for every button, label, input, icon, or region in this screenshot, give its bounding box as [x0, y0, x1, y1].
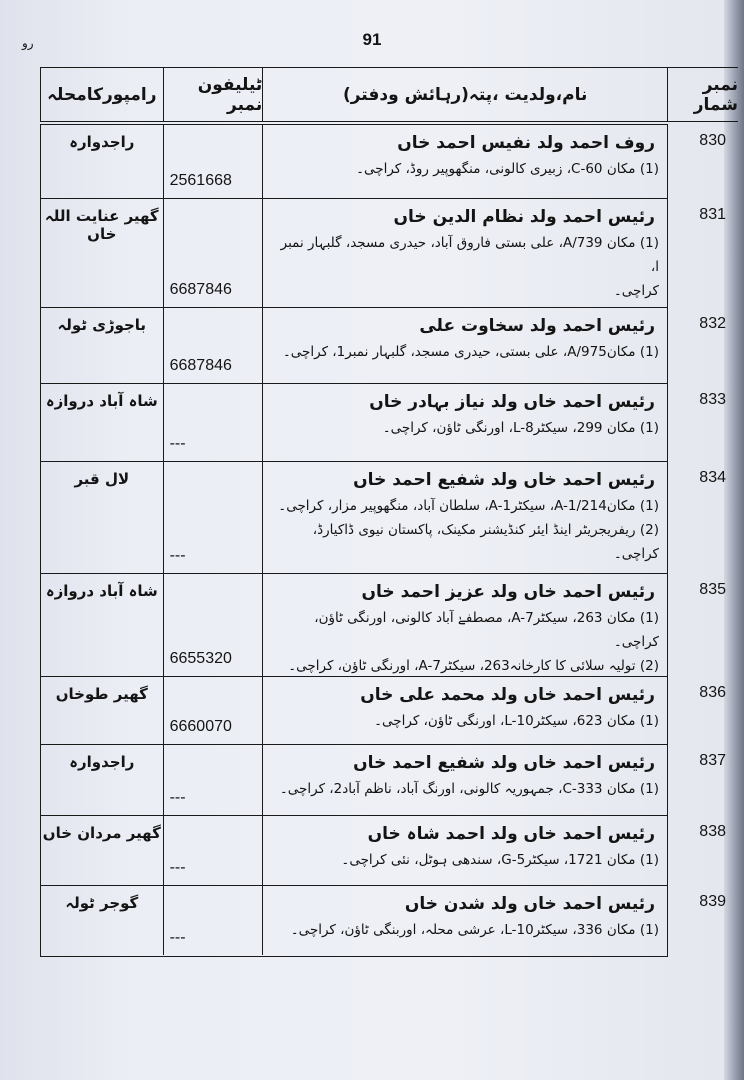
address-line: کراچی۔ — [613, 283, 659, 299]
phone-number: --- — [169, 435, 186, 452]
entry-cell — [263, 125, 667, 198]
phone-cell — [164, 125, 264, 198]
header-serial: نمبر شمار — [668, 67, 738, 122]
address-line: (1) مکان214/A-1، سیکٹرA-1، سلطان آباد، منگھوپیر مزار، کراچی۔ — [278, 498, 659, 514]
table-row — [41, 816, 667, 886]
phone-number: --- — [169, 859, 186, 876]
table-row — [41, 886, 667, 955]
table-row — [41, 308, 667, 384]
phone-cell — [164, 745, 264, 815]
mohalla-cell: گوجر ٹولہ — [41, 886, 164, 955]
table-row — [41, 677, 667, 745]
address-line: (1) مکان 299، سیکٹرL-8، اورنگی ٹاؤن، کراچی۔ — [382, 420, 659, 436]
phone-number: --- — [169, 929, 186, 946]
mohalla-cell: گھیر مردان خاں — [41, 816, 164, 885]
mohalla-cell: راجدوارہ — [41, 125, 164, 198]
phone-number: 6687846 — [169, 357, 232, 374]
serial-number: 833 — [699, 391, 726, 408]
serial-number: 837 — [699, 752, 726, 769]
phone-cell — [164, 816, 264, 885]
phone-number: --- — [169, 547, 186, 564]
table-row — [41, 125, 667, 199]
phone-cell — [164, 677, 264, 744]
address-line: (1) مکان 1721، سیکٹرG-5، سندھی ہوٹل، نئی کراچی۔ — [341, 852, 659, 868]
mohalla-cell: گھیر طوخاں — [41, 677, 164, 744]
entry-cell — [263, 677, 667, 744]
table-row — [41, 462, 667, 574]
entry-cell — [263, 462, 667, 573]
serial-number: 836 — [699, 684, 726, 701]
corner-mark: رو — [22, 36, 34, 50]
address-line: (2) ریفریجریٹر اینڈ ایئر کنڈیشنر مکینک، پاکستان نیوی ڈاکیارڈ، کراچی۔ — [312, 522, 659, 562]
mohalla-cell: شاہ آباد دروازہ — [41, 574, 164, 676]
header-mohalla: رامپورکامحلہ — [41, 68, 164, 121]
serial-number: 838 — [699, 823, 726, 840]
address-line: (1) مکان C-60، زبیری کالونی، منگھوپیر روڈ، کراچی۔ — [356, 161, 659, 177]
address-line: (1) مکان C-333، جمہوریہ کالونی، اورنگ آباد، ناظم آباد2، کراچی۔ — [279, 781, 659, 797]
phone-number: 6655320 — [169, 650, 232, 667]
phone-number: 2561668 — [169, 172, 232, 189]
address-line: (1) مکان 623، سیکٹرL-10، اورنگی ٹاؤن، کراچی۔ — [374, 713, 659, 729]
person-name: رئیس احمد خاں ولد عزیز احمد خاں — [361, 582, 655, 602]
serial-number: 830 — [699, 132, 726, 149]
phone-number: --- — [169, 789, 186, 806]
phone-cell — [164, 886, 264, 955]
mohalla-cell: راجدوارہ — [41, 745, 164, 815]
address-line: (1) مکان 739/A، علی بستی فاروق آباد، حیدری مسجد، گلبہار نمبر ا، — [280, 235, 659, 275]
serial-number: 839 — [699, 893, 726, 910]
table-row — [41, 384, 667, 462]
person-name: رئیس احمد خاں ولد محمد علی خاں — [360, 685, 655, 705]
entry-cell — [263, 886, 667, 955]
serial-column — [668, 124, 738, 957]
phone-cell — [164, 462, 264, 573]
serial-number: 835 — [699, 581, 726, 598]
address-line: (1) مکانA/975، علی بستی، حیدری مسجد، گلبہار نمبر1، کراچی۔ — [282, 344, 659, 360]
phone-cell — [164, 574, 264, 676]
table-row — [41, 574, 667, 677]
person-name: رئیس احمد خاں ولد شفیع احمد خاں — [353, 470, 655, 490]
person-name: رئیس احمد ولد نظام الدین خاں — [393, 207, 655, 227]
entry-cell — [263, 745, 667, 815]
person-name: رئیس احمد خاں ولد شفیع احمد خاں — [353, 753, 655, 773]
phone-cell — [164, 308, 264, 383]
entry-cell — [263, 574, 667, 676]
phone-cell — [164, 384, 264, 461]
serial-number: 834 — [699, 469, 726, 486]
person-name: رئیس احمد خاں ولد احمد شاہ خاں — [367, 824, 655, 844]
directory-table — [40, 67, 738, 957]
table-row — [41, 745, 667, 816]
mohalla-cell: گھیر عنایت اللہ خاں — [41, 199, 164, 307]
mohalla-cell: شاہ آباد دروازہ — [41, 384, 164, 461]
phone-number: 6687846 — [169, 281, 232, 298]
person-name: روف احمد ولد نفیس احمد خاں — [397, 133, 655, 153]
table-header — [40, 67, 668, 122]
phone-cell — [164, 199, 264, 307]
header-name-address: نام،ولدیت ،پتہ(رہائش ودفتر) — [342, 85, 588, 105]
address-line: (1) مکان 263، سیکٹرA-7، مصطفےٰ آباد کالونی، اورنگی ٹاؤن، کراچی۔ — [314, 610, 659, 650]
address-line: (2) تولیہ سلائی کا کارخانہ263، سیکٹرA-7، اورنگی ٹاؤن، کراچی۔ — [288, 658, 659, 674]
entry-cell — [263, 816, 667, 885]
person-name: رئیس احمد خاں ولد شدن خاں — [404, 894, 655, 914]
entry-cell — [263, 199, 667, 307]
entry-cell — [263, 384, 667, 461]
table-body — [40, 124, 668, 957]
serial-number: 831 — [699, 206, 726, 223]
header-phone: ٹیلیفون نمبر — [164, 68, 264, 121]
page-number: 91 — [362, 30, 382, 49]
mohalla-cell: لال قبر — [41, 462, 164, 573]
person-name: رئیس احمد ولد سخاوت علی — [419, 316, 655, 336]
address-line: (1) مکان 336، سیکٹرL-10، عرشی محلہ، اوربنگی ٹاؤن، کراچی۔ — [290, 922, 659, 938]
phone-number: 6660070 — [169, 718, 232, 735]
serial-number: 832 — [699, 315, 726, 332]
entry-cell — [263, 308, 667, 383]
mohalla-cell: باجوڑی ٹولہ — [41, 308, 164, 383]
table-row — [41, 199, 667, 308]
person-name: رئیس احمد خاں ولد نیاز بہادر خاں — [369, 392, 655, 412]
